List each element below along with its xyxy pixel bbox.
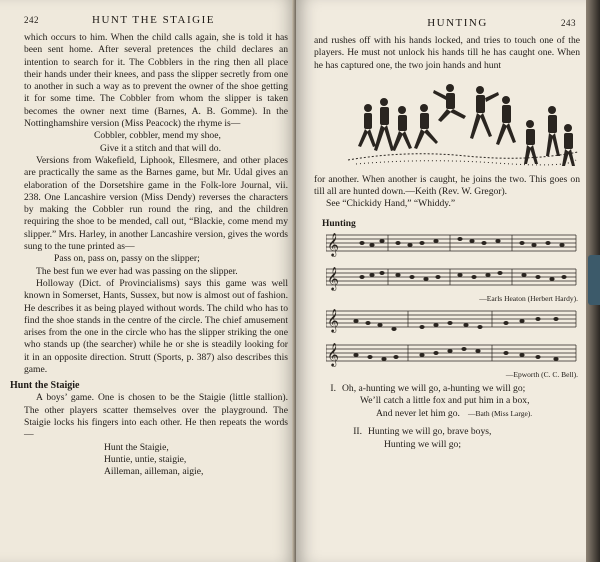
rhyme-line: Pass on, pass on, passy on the slipper;	[54, 253, 200, 265]
rhyme-line: Huntie, untie, staigie,	[104, 453, 187, 465]
left-page-number: 242	[24, 15, 39, 25]
verse-line: Hunting we will go;	[384, 438, 462, 450]
verse-number-1: I.	[330, 382, 336, 394]
left-para-4: Holloway (Dict. of Provincialisms) says this game was well known in Somerset, Hants, Sussex, but now is almost out of fashion. He describes it as being played without words. The child who has to find the shoe stands in the centre of the circle. The chief amusement arises from the one in the circle who has the slipper striking the one who stands up (the searcher) while he or she is steadily looking for it in an opposite direction. Strutt (Sports, p. 387) also describes this game.	[24, 277, 288, 376]
verse-line: We’ll catch a little fox and put him in a box,	[360, 395, 530, 407]
rhyme-staigie	[24, 442, 288, 479]
right-page	[296, 0, 586, 562]
music-tune-2	[326, 307, 578, 369]
music-credit-2: —Epworth (C. C. Bell).	[505, 369, 578, 379]
left-para-5: A boys’ game. One is chosen to be the Staigie (little stallion). The other players scatter themselves over the playground. The Staigie locks his fingers into each other. He then repeats the words—	[24, 392, 288, 441]
rhyme-line: Give it a stitch and that will do.	[100, 142, 221, 154]
svg-text:𝄞: 𝄞	[327, 341, 339, 366]
song-verses	[314, 383, 580, 452]
verse-line: And never let him go.	[376, 407, 460, 419]
verse-line: Hunting we will go, brave boys,	[368, 426, 492, 438]
music-tune-1	[326, 231, 578, 293]
left-page	[0, 0, 296, 562]
rhyme-line: Ailleman, ailleman, aigie,	[104, 466, 204, 478]
svg-text:𝄞: 𝄞	[327, 265, 339, 290]
right-para-2: for another. When another is caught, he joins the two. This goes on till all are hunted down.—Keith (Rev. W. Gregor).	[314, 173, 580, 198]
section-title: Hunt the Staigie	[10, 380, 80, 392]
right-running-title: HUNTING	[427, 17, 488, 29]
right-page-number: 243	[560, 18, 576, 28]
left-para-2: Versions from Wakefield, Liphook, Ellesmere, and other places are practically the same as the Barnes game, but Mr. Udal gives an elaboration of the Dorsetshire game in the Folk-lore Journal, vii. 238. One Lancashire version (Miss Dendy) reverses the characters by making the Cobbler run round the ring, and the children requiring the shoe to be mended, call out, “Blackie, come mend my slipper.” Mrs. Harley, in another Lancashire version, gives the words sung to the tune printed as—	[24, 154, 288, 253]
rhyme-cobbler	[24, 130, 288, 155]
left-para-3: The best fun we ever had was passing on the slipper.	[36, 265, 238, 277]
page-clip	[588, 255, 600, 305]
verse-line: Oh, a-hunting we will go, a-hunting we will go;	[342, 382, 526, 394]
left-para-1: which occurs to him. When the child calls again, she is told it has been sent home. After several pretences the child declares an intention to search for it. The Cobblers in the ring then all place their hands under their knees, and pass the slipper secretly from one to another in such a way as to prevent the owner of the shoe getting it for some time. The Cobbler from whom the slipper is taken becomes the owner next time (Barnes, A. B. Gomme). In the Nottinghamshire version (Miss Peacock) the rhyme is—	[24, 32, 288, 130]
svg-text:𝄞: 𝄞	[327, 231, 339, 256]
rhyme-line: Cobbler, cobbler, mend my shoe,	[94, 130, 221, 142]
right-para-1: and rushes off with his hands locked, and tries to touch one of the players. He must not unlock his hands till he has caught one. When he has captured one, the two join hands and hunt	[314, 35, 580, 71]
verse-credit: —Bath (Miss Large).	[467, 408, 533, 418]
svg-text:𝄞: 𝄞	[327, 307, 339, 332]
right-running-head	[314, 10, 580, 29]
left-running-title: HUNT THE STAIGIE	[92, 14, 215, 26]
right-para-3: See “Chickidy Hand,” “Whiddy.”	[326, 198, 456, 210]
verse-number-2: II.	[353, 426, 362, 438]
rhyme-pass-on	[24, 253, 288, 265]
rhyme-line: Hunt the Staigie,	[104, 441, 169, 453]
left-running-head	[4, 14, 288, 26]
music-title: Hunting	[322, 218, 356, 229]
music-credit-1: —Earls Heaton (Herbert Hardy).	[479, 293, 578, 303]
children-playing-illustration	[346, 80, 578, 168]
